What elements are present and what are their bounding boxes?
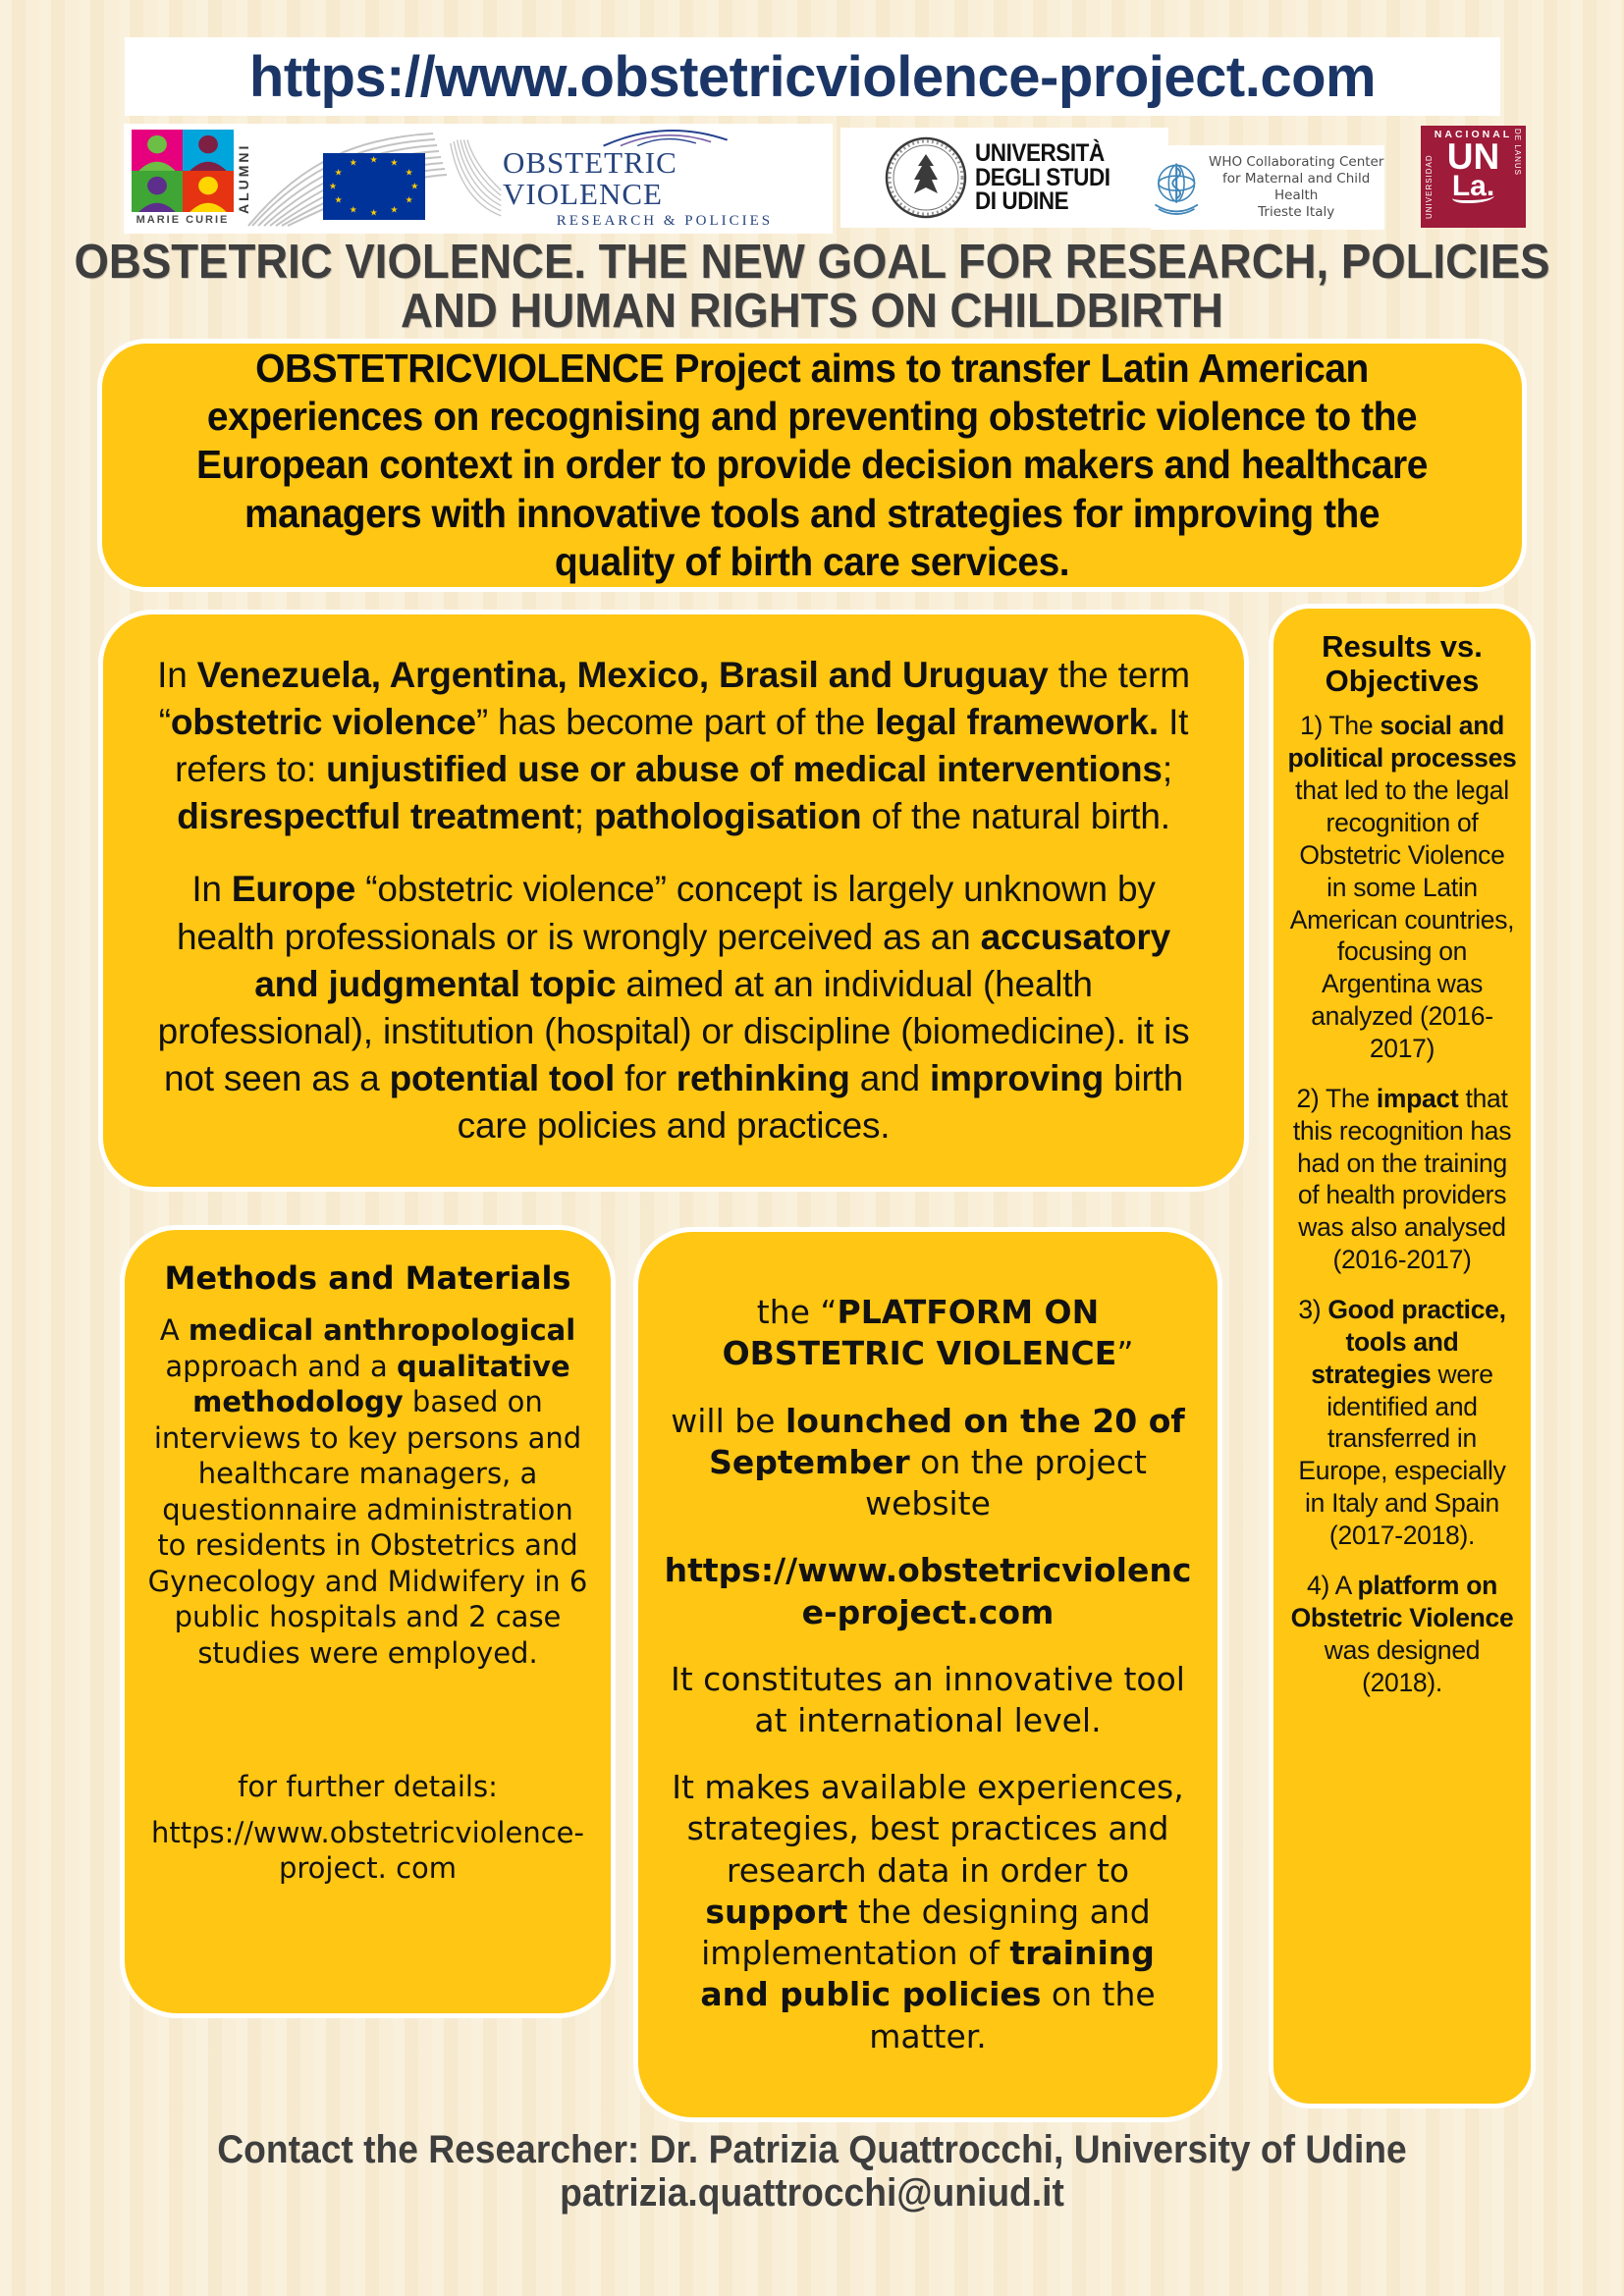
poster-title	[0, 236, 1624, 338]
swoosh-arcs-icon	[503, 128, 827, 147]
platform-url[interactable]: https://www.obstetricviolence-project.com	[664, 1551, 1192, 1631]
results-item-1: 1) The social and political processes that led to the legal recognition of Obstetric Violence in some Latin American countries, focusing on Argentina was analyzed (2016-2017)	[1287, 711, 1517, 1064]
eu-star-icon: ★	[328, 181, 338, 191]
unla-nacional-label: NACIONAL	[1434, 129, 1513, 140]
obstetric-violence-wordmark: OBSTETRIC VIOLENCE	[502, 144, 677, 212]
platform-title: the “PLATFORM ON OBSTETRIC VIOLENCE”	[722, 1293, 1134, 1373]
title-line-1: OBSTETRIC VIOLENCE. THE NEW GOAL FOR RESEARCH, POLICIES	[74, 236, 1550, 289]
who-caption: WHO Collaborating Center for Maternal and Child Health Trieste Italy	[1208, 154, 1384, 220]
results-heading: Results vs. Objectives	[1322, 629, 1483, 698]
project-url[interactable]: https://www.obstetricviolence-project.com	[248, 44, 1377, 109]
title-line-2: AND HUMAN RIGHTS ON CHILDBIRTH	[401, 284, 1223, 338]
eu-star-icon: ★	[349, 204, 357, 215]
eu-star-icon: ★	[369, 207, 378, 218]
who-logo	[1151, 145, 1384, 230]
eu-star-icon: ★	[405, 194, 413, 205]
contact-line: Contact the Researcher: Dr. Patrizia Quattrocchi, University of Udine	[217, 2128, 1407, 2171]
eu-star-icon: ★	[390, 157, 399, 168]
methods-url[interactable]: https://www.obstetricviolence-project. com	[151, 1815, 584, 1886]
eu-star-icon: ★	[390, 204, 399, 215]
udine-logo	[840, 128, 1168, 228]
alumni-label: ALUMNI	[236, 142, 251, 214]
research-policies-label: RESEARCH & POLICIES	[556, 213, 774, 229]
eu-star-icon: ★	[369, 154, 378, 165]
eu-star-icon: ★	[349, 157, 357, 168]
contact-email[interactable]: patrizia.quattrocchi@uniud.it	[560, 2171, 1064, 2215]
unla-un-wordmark: UN	[1446, 136, 1500, 177]
logo-bar	[124, 124, 833, 234]
unla-la-wordmark: La.	[1451, 170, 1495, 203]
methods-body: A medical anthropological approach and a qualitative methodology based on interviews to key persons and healthcare managers, a questionnaire administration to residents in Obstetrics and Gynecology and Midwifery in 6 public hospitals and 2 case studies were employed.	[147, 1313, 588, 1670]
unla-de-lanus-label: DE LANUS	[1513, 129, 1522, 177]
intro-box	[97, 339, 1527, 592]
obstetric-violence-logo	[503, 128, 827, 230]
platform-box	[633, 1227, 1222, 2122]
marie-curie-caption: MARIE CURIE	[135, 214, 230, 226]
results-item-3: 3) Good practice, tools and strategies were identified and transferred in Europe, especially in Italy and Spain (2017-2018).	[1298, 1295, 1506, 1551]
eu-star-icon: ★	[405, 167, 413, 178]
platform-description: It makes available experiences, strategies, best practices and research data in order to support the designing and implementation of training and public policies on the matter.	[672, 1768, 1184, 2056]
results-box	[1269, 604, 1536, 2109]
european-commission-logo	[246, 128, 449, 230]
url-banner	[125, 37, 1500, 116]
unla-logo	[1421, 126, 1526, 228]
eu-star-icon: ★	[410, 181, 419, 191]
platform-launch: will be lounched on the 20 of September on the project website	[671, 1401, 1185, 1523]
methods-box	[120, 1225, 616, 2018]
latin-america-paragraph: In Venezuela, Argentina, Mexico, Brasil and Uruguay the term “obstetric violence” has become part of the legal framework. It refers to: unjustified use or abuse of medical interventions; disrespectful treatment; pathologisation of the natural birth.	[157, 655, 1190, 837]
methods-heading: Methods and Materials	[164, 1259, 571, 1297]
udine-wordmark: UNIVERSITÀ DEGLI STUDI DI UDINE	[974, 139, 1110, 216]
eu-flag-icon	[323, 153, 425, 220]
who-emblem-icon	[1151, 157, 1202, 218]
contact-footer	[0, 2128, 1624, 2215]
eu-star-icon: ★	[334, 167, 343, 178]
results-item-2: 2) The impact that this recognition has had on the training of health providers was also analysed (2016-2017)	[1292, 1083, 1512, 1275]
further-details-label: for further details:	[238, 1770, 498, 1804]
marie-curie-portraits-icon	[132, 130, 234, 212]
intro-text: OBSTETRICVIOLENCE Project aims to transfer Latin American experiences on recognising and preventing obstetric violence to the European context in order to provide decision makers and healthcare managers with innovative tools and strategies for improving the quality of birth care services.	[196, 346, 1428, 584]
eu-star-icon: ★	[334, 194, 343, 205]
marie-curie-alumni-logo	[130, 128, 251, 230]
results-item-4: 4) A platform on Obstetric Violence was designed (2018).	[1290, 1570, 1514, 1697]
europe-paragraph: In Europe “obstetric violence” concept is largely unknown by health professionals or is wrongly perceived as an accusatory and judgmental topic aimed at an individual (health professional), institution (hospital) or discipline (biomedicine). it is not seen as a potential tool for rethinking and improving birth care policies and practices.	[157, 869, 1190, 1146]
platform-innovative: It constitutes an innovative tool at international level.	[671, 1659, 1185, 1739]
udine-seal-icon	[885, 136, 967, 219]
unla-universidad-label: UNIVERSIDAD	[1425, 154, 1434, 219]
context-box	[98, 610, 1249, 1192]
